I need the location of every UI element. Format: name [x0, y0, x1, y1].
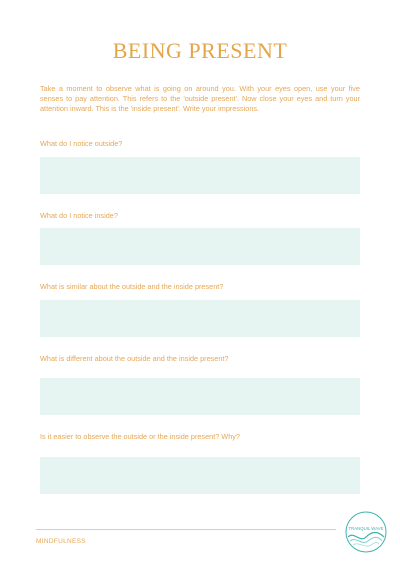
answer-box-outside[interactable] — [40, 157, 360, 194]
question-label: Is it easier to observe the outside or the inside present? Why? — [40, 432, 240, 441]
footer-category: MINDFULNESS — [36, 538, 86, 545]
answer-box-different[interactable] — [40, 378, 360, 415]
instructions-paragraph: Take a moment to observe what is going on around you. With your eyes open, use your five senses to pay attention. This refers to the 'outside present'. Now close your eyes and turn your attention inward. This is the 'inside present'. Write your impressions. — [40, 84, 360, 114]
question-label: What do I notice outside? — [40, 139, 123, 148]
question-label: What is similar about the outside and the inside present? — [40, 282, 224, 291]
answer-box-easier[interactable] — [40, 457, 360, 494]
brand-logo-text: TRANQUIL WAVE — [348, 526, 384, 531]
page-title: BEING PRESENT — [112, 38, 288, 63]
answer-box-similar[interactable] — [40, 300, 360, 337]
question-label: What is different about the outside and the inside present? — [40, 354, 229, 363]
answer-box-inside[interactable] — [40, 228, 360, 265]
question-label: What do I notice inside? — [40, 211, 118, 220]
brand-logo-icon — [343, 509, 389, 555]
footer-divider — [36, 529, 336, 530]
